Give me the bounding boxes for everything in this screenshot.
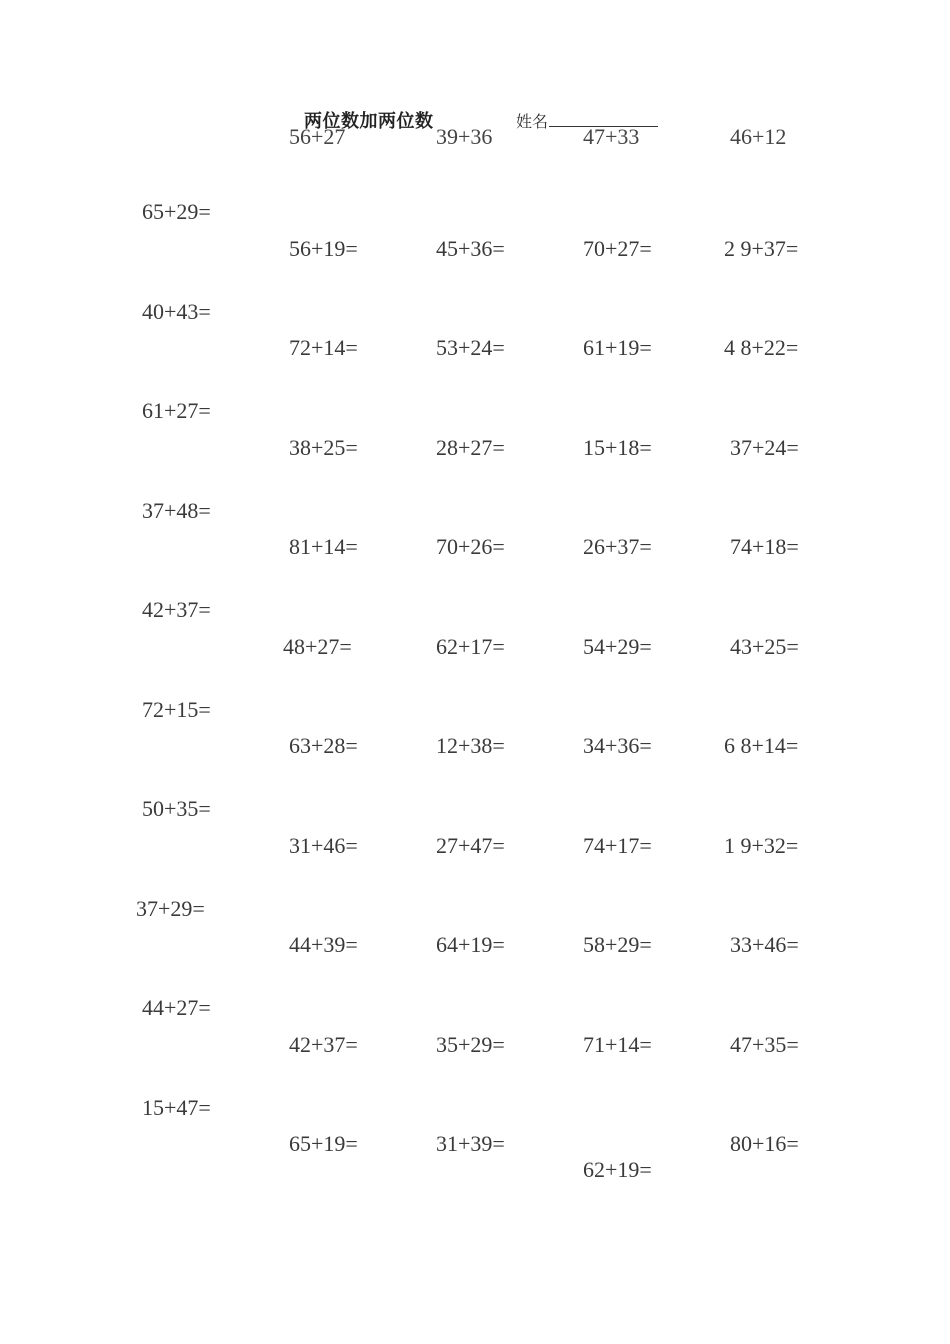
problem-left-7: 50+35=	[142, 796, 211, 821]
problem-left-6: 72+15=	[142, 697, 211, 722]
problem-col2-5: 62+17=	[436, 634, 505, 659]
problem-col4-3: 37+24=	[730, 435, 799, 460]
problem-left-3: 61+27=	[142, 398, 211, 423]
problem-col2-2: 53+24=	[436, 335, 505, 360]
problem-col1-6: 63+28=	[289, 733, 358, 758]
problem-col1-4: 81+14=	[289, 534, 358, 559]
problem-left-5: 42+37=	[142, 597, 211, 622]
problem-col4-6: 6 8+14=	[724, 733, 799, 758]
problem-col4-9: 47+35=	[730, 1032, 799, 1057]
problem-col4-1: 2 9+37=	[724, 236, 799, 261]
problem-col3-1: 70+27=	[583, 236, 652, 261]
problem-col2-8: 64+19=	[436, 932, 505, 957]
problem-col2-7: 27+47=	[436, 833, 505, 858]
problem-col2-10: 31+39=	[436, 1131, 505, 1156]
problem-col3-7: 74+17=	[583, 833, 652, 858]
problem-col1-7: 31+46=	[289, 833, 358, 858]
problem-col3-2: 61+19=	[583, 335, 652, 360]
problem-col2-6: 12+38=	[436, 733, 505, 758]
problem-col3-9: 71+14=	[583, 1032, 652, 1057]
problem-left-4: 37+48=	[142, 498, 211, 523]
problem-col3-10: 62+19=	[583, 1157, 652, 1182]
problem-col4-7: 1 9+32=	[724, 833, 799, 858]
worksheet-title: 两位数加两位数	[304, 111, 434, 132]
problem-left-8: 37+29=	[136, 896, 205, 921]
problem-col3-5: 54+29=	[583, 634, 652, 659]
cutoff-problem: 47+33	[583, 124, 640, 149]
problem-col3-4: 26+37=	[583, 534, 652, 559]
cutoff-problem: 56+27	[289, 124, 346, 149]
problem-col1-1: 56+19=	[289, 236, 358, 261]
problem-col1-2: 72+14=	[289, 335, 358, 360]
cutoff-row	[0, 124, 950, 158]
cutoff-problem: 39+36	[436, 124, 493, 149]
problem-col3-8: 58+29=	[583, 932, 652, 957]
problem-col1-3: 38+25=	[289, 435, 358, 460]
problem-col2-4: 70+26=	[436, 534, 505, 559]
problem-left-1: 65+29=	[142, 199, 211, 224]
problem-col1-9: 42+37=	[289, 1032, 358, 1057]
problem-col2-1: 45+36=	[436, 236, 505, 261]
problem-left-9: 44+27=	[142, 995, 211, 1020]
cutoff-problem: 46+12	[730, 124, 787, 149]
problem-col1-10: 65+19=	[289, 1131, 358, 1156]
problem-col3-3: 15+18=	[583, 435, 652, 460]
problem-col4-2: 4 8+22=	[724, 335, 799, 360]
problem-col2-3: 28+27=	[436, 435, 505, 460]
name-label: 姓名	[516, 112, 549, 131]
problem-col1-5: 48+27=	[283, 634, 352, 659]
problem-col1-8: 44+39=	[289, 932, 358, 957]
problem-left-10: 15+47=	[142, 1095, 211, 1120]
problem-left-2: 40+43=	[142, 299, 211, 324]
problem-col2-9: 35+29=	[436, 1032, 505, 1057]
problem-col4-5: 43+25=	[730, 634, 799, 659]
problem-col4-10: 80+16=	[730, 1131, 799, 1156]
problem-col3-6: 34+36=	[583, 733, 652, 758]
problem-col4-4: 74+18=	[730, 534, 799, 559]
problem-col4-8: 33+46=	[730, 932, 799, 957]
